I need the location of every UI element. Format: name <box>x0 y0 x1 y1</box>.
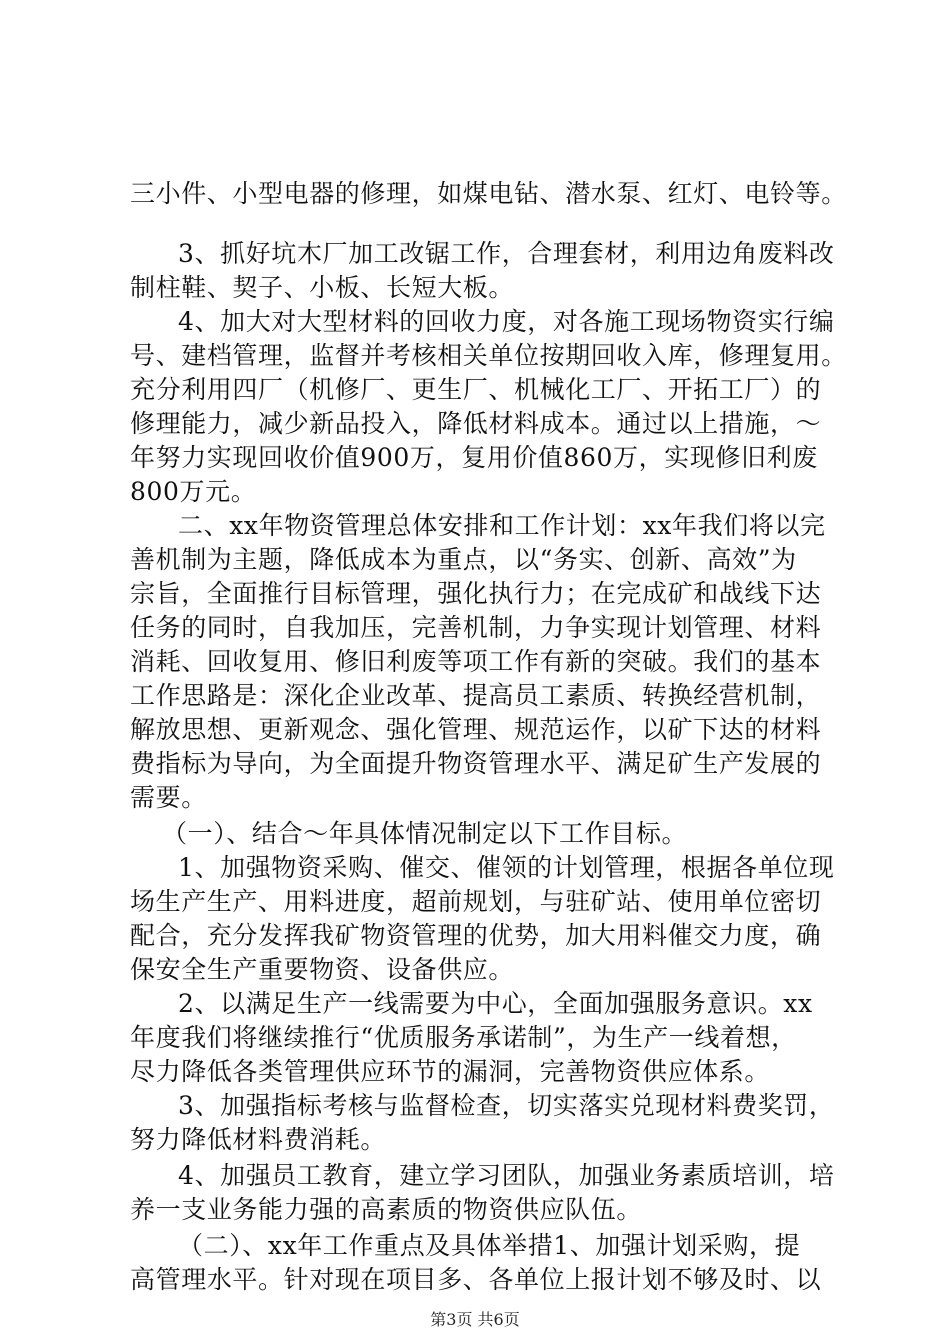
text-line: 二、xx年物资管理总体安排和工作计划：xx年我们将以完 <box>178 511 826 540</box>
text-line: 宗旨，全面推行目标管理，强化执行力；在完成矿和战线下达 <box>130 579 822 608</box>
text-line: 三小件、小型电器的修理，如煤电钻、潜水泵、红灯、电铃等。 <box>130 179 847 208</box>
text-line: 年努力实现回收价值900万，复用价值860万，实现修旧利废 <box>130 443 818 472</box>
text-line: 配合，充分发挥我矿物资管理的优势，加大用料催交力度，确 <box>130 921 822 950</box>
text-line: 充分利用四厂（机修厂、更生厂、机械化工厂、开拓工厂）的 <box>130 375 822 404</box>
text-line: 3、抓好坑木厂加工改锯工作，合理套材，利用边角废料改 <box>178 239 835 268</box>
text-line: 4、加大对大型材料的回收力度，对各施工现场物资实行编 <box>178 307 835 336</box>
text-line: 年度我们将继续推行“优质服务承诺制”，为生产一线着想， <box>130 1023 797 1052</box>
text-line: （二）、xx年工作重点及具体举措1、加强计划采购，提 <box>178 1231 801 1260</box>
text-line: 保安全生产重要物资、设备供应。 <box>130 955 515 984</box>
text-line: 800万元。 <box>130 477 257 506</box>
text-line: 养一支业务能力强的高素质的物资供应队伍。 <box>130 1195 643 1224</box>
text-line: 场生产生产、用料进度，超前规划，与驻矿站、使用单位密切 <box>130 887 822 916</box>
text-line: 工作思路是：深化企业改革、提高员工素质、转换经营机制， <box>130 681 822 710</box>
text-line: 4、加强员工教育，建立学习团队，加强业务素质培训，培 <box>178 1161 835 1190</box>
text-line: 制柱鞋、契子、小板、长短大板。 <box>130 273 515 302</box>
text-line: 费指标为导向，为全面提升物资管理水平、满足矿生产发展的 <box>130 749 822 778</box>
text-line: 修理能力，减少新品投入，降低材料成本。通过以上措施，～ <box>130 409 822 438</box>
text-line: 任务的同时，自我加压，完善机制，力争实现计划管理、材料 <box>130 613 822 642</box>
page-number: 第3页 共6页 <box>430 1310 520 1329</box>
text-line: 需要。 <box>130 783 207 812</box>
text-line: 高管理水平。针对现在项目多、各单位上报计划不够及时、以 <box>130 1265 822 1294</box>
text-line: （一）、结合～年具体情况制定以下工作目标。 <box>162 819 688 848</box>
text-line: 3、加强指标考核与监督检查，切实落实兑现材料费奖罚， <box>178 1091 835 1120</box>
text-line: 消耗、回收复用、修旧利废等项工作有新的突破。我们的基本 <box>130 647 822 676</box>
text-line: 尽力降低各类管理供应环节的漏洞，完善物资供应体系。 <box>130 1057 771 1086</box>
text-line: 2、以满足生产一线需要为中心，全面加强服务意识。xx <box>178 989 813 1018</box>
text-line: 善机制为主题，降低成本为重点，以“务实、创新、高效”为 <box>130 545 797 574</box>
text-line: 努力降低材料费消耗。 <box>130 1125 387 1154</box>
text-line: 1、加强物资采购、催交、催领的计划管理，根据各单位现 <box>178 853 835 882</box>
text-line: 号、建档管理，监督并考核相关单位按期回收入库，修理复用。 <box>130 341 847 370</box>
text-line: 解放思想、更新观念、强化管理、规范运作，以矿下达的材料 <box>130 715 822 744</box>
